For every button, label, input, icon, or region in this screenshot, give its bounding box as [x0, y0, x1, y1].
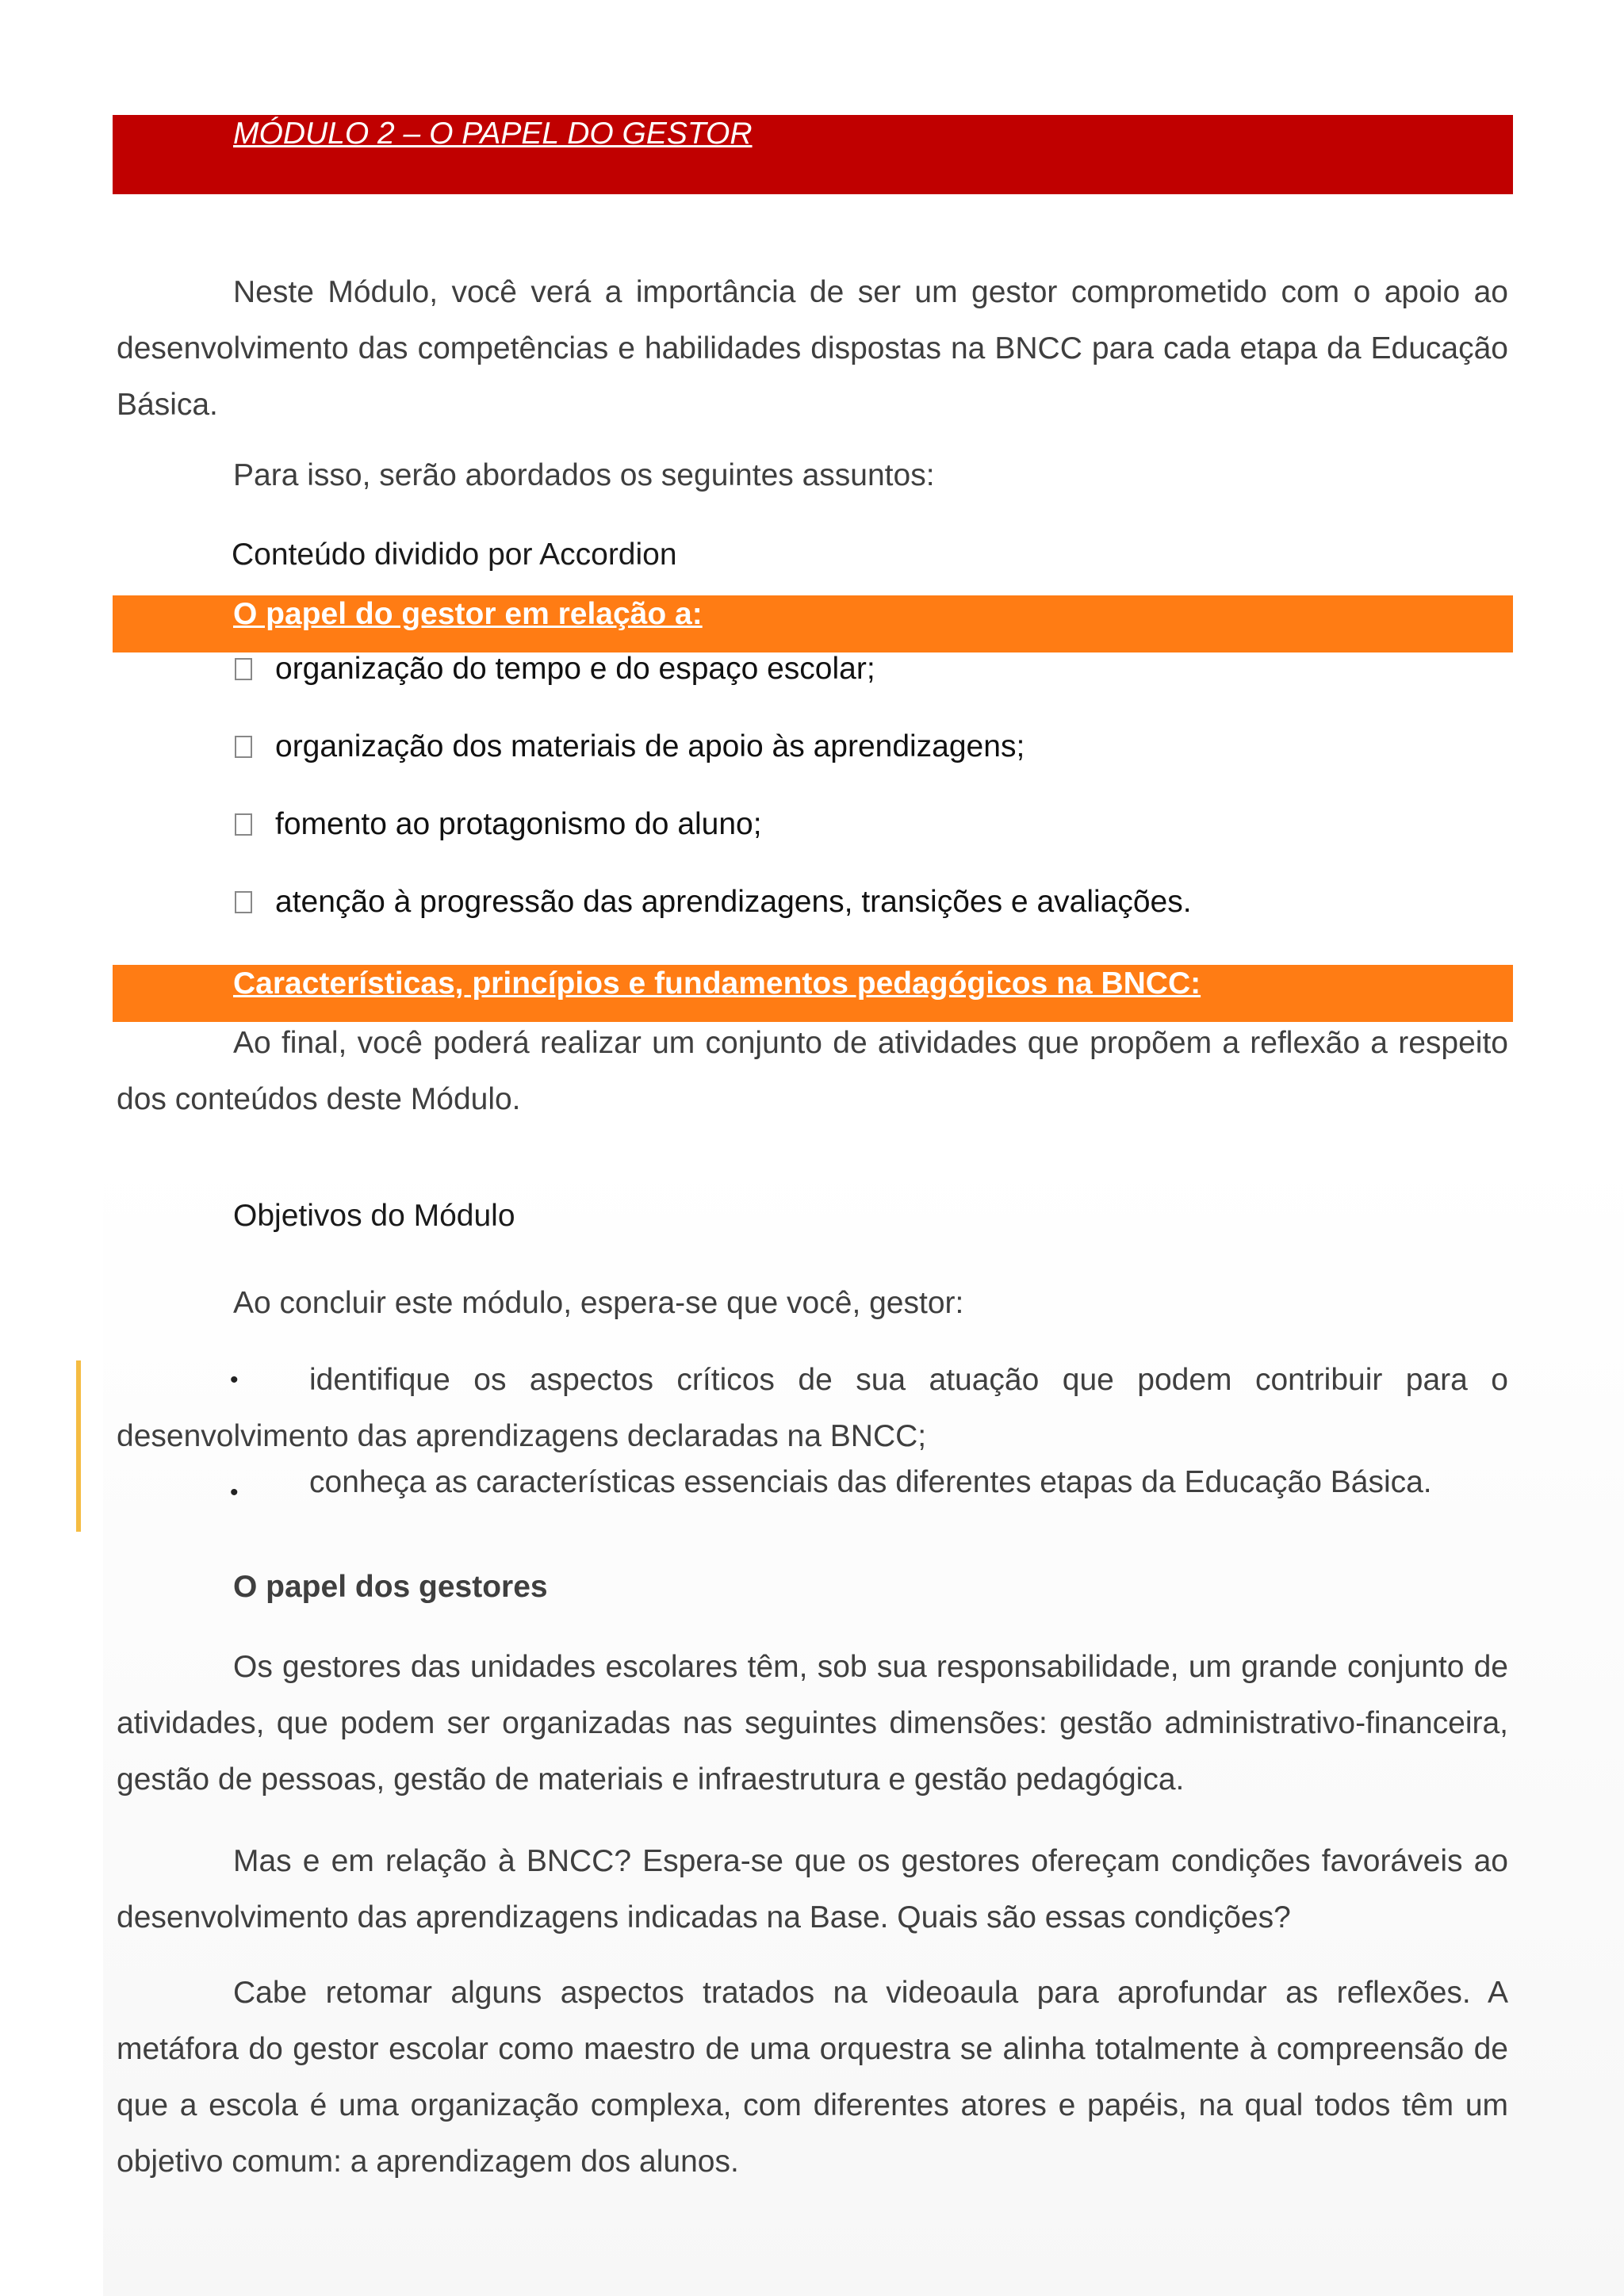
accordion-item: organização do tempo e do espaço escolar;: [235, 652, 875, 687]
topics-intro: Para isso, serão abordados os seguintes assuntos:: [233, 458, 935, 492]
objectives-heading: Objetivos do Módulo: [233, 1199, 515, 1233]
module-title: MÓDULO 2 – O PAPEL DO GESTOR: [233, 117, 753, 151]
objectives-accent-bar: [76, 1360, 81, 1532]
accordion-note: Conteúdo dividido por Accordion: [232, 538, 677, 572]
bullet-icon: •: [230, 1479, 239, 1506]
accordion-title-bncc[interactable]: Características, princípios e fundamentos pedagógicos na BNCC:: [233, 966, 1201, 1001]
accordion-title-gestor[interactable]: O papel do gestor em relação a:: [233, 597, 703, 631]
intro-paragraph: Neste Módulo, você verá a importância de ser um gestor comprometido com o apoio ao desenvolvimento das competências e habilidades dispostas na BNCC para cada etapa da Educação Básica.: [117, 275, 1508, 422]
closing-paragraph: Ao final, você poderá realizar um conjunto de atividades que propõem a reflexão a respeito dos conteúdos deste Módulo.: [117, 1026, 1508, 1116]
objective-item: identifique os aspectos críticos de sua atuação que podem contribuir para o desenvolvimento das aprendizagens declaradas na BNCC;: [117, 1363, 1508, 1453]
checkbox-icon: [235, 813, 252, 836]
bullet-icon: •: [230, 1367, 239, 1393]
checkbox-icon: [235, 736, 252, 758]
objectives-intro: Ao concluir este módulo, espera-se que você, gestor:: [233, 1286, 964, 1320]
checkbox-icon: [235, 891, 252, 913]
checkbox-icon: [235, 658, 252, 680]
role-paragraph-3: Cabe retomar alguns aspectos tratados na videoaula para aprofundar as reflexões. A metáfora do gestor escolar como maestro de uma orquestra se alinha totalmente à compreensão de que a escola é uma organização complexa, com diferentes atores e papéis, na qual todos têm um objetivo comum: a aprendizagem dos alunos.: [117, 1976, 1508, 2179]
objective-item: conheça as características essenciais das diferentes etapas da Educação Básica.: [309, 1465, 1432, 1499]
role-paragraph-1: Os gestores das unidades escolares têm, sob sua responsabilidade, um grande conjunto de atividades, que podem ser organizadas nas seguintes dimensões: gestão administrativo-financeira, gestão de pessoas, gestão de materiais e infraestrutura e gestão pedagógica.: [117, 1650, 1508, 1797]
accordion-item: fomento ao protagonismo do aluno;: [235, 807, 762, 842]
role-paragraph-2: Mas e em relação à BNCC? Espera-se que os gestores ofereçam condições favoráveis ao desenvolvimento das aprendizagens indicadas na Base. Quais são essas condições?: [117, 1844, 1508, 1934]
accordion-item: organização dos materiais de apoio às aprendizagens;: [235, 729, 1025, 764]
role-heading: O papel dos gestores: [233, 1570, 548, 1604]
accordion-item: atenção à progressão das aprendizagens, transições e avaliações.: [235, 885, 1192, 920]
